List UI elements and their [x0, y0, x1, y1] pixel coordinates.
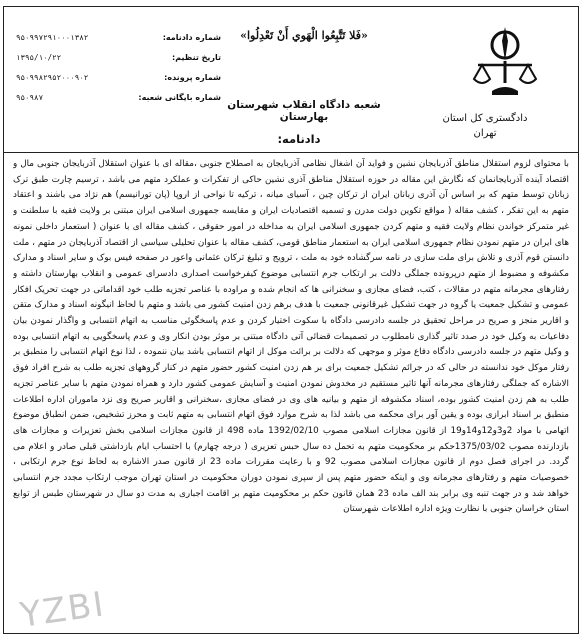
meta-row-decision-number [16, 27, 221, 47]
court-name: شعبه دادگاه انقلاب شهرستان بهارستان [227, 99, 381, 123]
quran-verse: «فَلا تَتَّبِعُوا الْهَوي أَنْ تَعْدِلُوا» [240, 29, 368, 42]
meta-value: ۹۵۰۹۹۸۲۹۵۲۰۰۰۹۰۲ [16, 72, 89, 82]
meta-value: ۹۵۰۹۸۷ [16, 92, 44, 102]
header-divider [4, 152, 578, 153]
meta-value: ۹۵۰۹۹۷۲۹۱۰۰۰۱۳۸۲ [16, 32, 89, 42]
meta-label: شماره دادنامه: [162, 32, 221, 42]
document-header [4, 7, 578, 152]
meta-label: شماره بایگانی شعبه: [138, 92, 221, 102]
meta-value: ۱۳۹۵/۱۰/۲۲ [16, 52, 62, 62]
meta-row-date [16, 47, 221, 67]
decision-document [3, 6, 579, 634]
org-name: دادگستری کل استان [442, 113, 528, 124]
meta-label: شماره پرونده: [164, 72, 221, 82]
watermark: YZBI [17, 584, 108, 636]
decision-title: دادنامه: [277, 132, 321, 146]
decision-body: با محتوای لزوم استقلال مناطق آذربایجان نشین و فواید آن اشغال نظامی آذربایجان به اصطلاح جنوبی ،مقاله ای با عنوان استقلال آذربایجان جنوبی مال و اقتصاد آینده آذربایجانمان که نگارش این مقاله در حوزه استقلال مناطق آذری نشین حاکی از تفکرات و عملکرد متهم می باشد ، ترسیم چارت طبق ترک زبانان توسط متهم که بر اساس آن آذری زبانان ایران از ترکان چین ، آسیای میانه ، ترکیه تا نواحی از اروپا (پان تورانیسم) هم نژاد می باشند و اعتقاد متهم به این تفکر ، کشف مقاله ( مواقع تکوین دولت مدرن و تسمیه اقتصادیات ایران و مقایسه جمهوری اسلامی ایران مبتنی بر ولایت فقیه با سلطنت و غیر متمرکز خواندن نظام ولایت فقیه و متهم کردن جمهوری اسلامی ایران به مداخله در امور حقوقی ، کشف مقاله ای با عنوان ( استعمار داخلی نمونه های ایران در متهم نمودن نظام جمهوری اسلامی ایران به استعمار مناطق قومی، کشف مقاله با عنوان تحلیلی سیاسی از اقتصاد آذربایجان در متهم ، ملت دانستن قوم آذری و تلاش برای ملت سازی در نامه سرگشاده خود به ملت ، ترویج و تبلیغ ترکان عثمانی واعور در صفحه فیس بوک و سایر اسناد و مدارک مکشوفه و مضبوط از متهم درپرونده جملگی دلالت بر ارتکاب جرم انتسابی موضوع کیفرخواست اصداری دادسرای عمومی و انقلاب بهارستان داشته و رفتارهای مجرمانه متهم در مقالات ، کتب، فضای مجازی و سخنرانی ها که انجام شده و مراوده با عناصر تجزیه طلب خود اقداماتی در جهت تحریک افکار عمومی و تشکیل جمعیت یا گروه در جهت تشکیل غیرقانونی جمعیت با هدف برهم زدن امنیت کشور می باشد و متهم با لحاظ انیگونه اسناد و مدارک متقن و اقاریر منجز و صریح در مراحل تحقیق در جلسه دادرسی دادگاه با سکوت اختیار کردن و عدم پاسخگوئی مناسب به اتهام انتسابی و واگذار نمودن بیان دفاعیات به وکیل خود در صدد تاثیر گذاری نامطلوب در تصمیمات قضائی آتی دادگاه مبتنی بر موثر بودن انکار وی و عدم پاسخگویی به اتهام انتسابی بوده و وکیل متهم در جلسه دادرسی دادگاه دفاع موثر و موجهی که دلالت بر برائت موکل از اتهام انتسابی باشد بیان ننموده ، لذا نوع اتهام انتسابی را منطبق بر رفتار موکل خود ندانسته در حالی که در جرائم تشکیل جمعیت برای بر هم زدن امنیت کشور حضور متهم در کنار گروههای تجزیه طلب به شرح افراد فوق الاشاره که جملگی رفتارهای مجرمانه آنها تاثیر مستقیم در مخدوش نمودن امنیت و آسایش عمومی کشور دارد و همراه نمودن متهم با سایر عناصر تجزیه طلب به هم زدن امنیت کشور بوده، اسناد مکشوفه از متهم و بیانیه های وی در فضای مجازی ،سخنرانی و اقاریر صریح وی نزد ماموران اداره اطلاعات منطبق بر اسناد ابرازی بوده و یقین آور برای محکمه می باشد لذا به شرح موارد فوق اتهام انتسابی به متهم ثابت و محرز تشخیص، ضمن انطباق موضوع اتهامی با مواد 2و3و12و14و19 از قانون مجازات اسلامی مصوب 1392/02/10 ماده 498 از قانون مجازات اسلامی بخش تعزیرات و مجازات های بازدارنده مصوب 1375/03/02حکم بر محکومیت متهم به تحمل ده سال حبس تعزیری ( درجه چهارم) با احتساب ایام بازداشتی قبلی صادر و اعلام می گردد. در اجرای فصل دوم از قانون مجازات اسلامی مصوب 92 و با رعایت مقررات ماده 23 از قانون صدر الاشاره به لحاظ نوع جرم ارتکابی ، خصوصیات متهم و رفتارهای مجرمانه وی و اینکه حضور متهم پس از سپری نمودن دوران محکومیت در استان تهران موجب ارتکاب مجدد جرم انتسابی خواهد شد و در جهت تنبه وی برابر بند الف ماده 23 همان قانون حکم بر محکومیت متهم بر اقامت اجباری به مدت دو سال در شهرستان طبس از توابع استان خراسان جنوبی با نظارت ویژه اداره اطلاعات شهرستان [13, 159, 569, 515]
meta-row-case-number [16, 67, 221, 87]
org-province: تهران [473, 128, 497, 139]
meta-row-archive-number [16, 87, 221, 107]
meta-label: تاریخ تنظیم: [172, 52, 221, 62]
meta-block [16, 27, 221, 107]
judiciary-emblem-icon [470, 21, 540, 99]
